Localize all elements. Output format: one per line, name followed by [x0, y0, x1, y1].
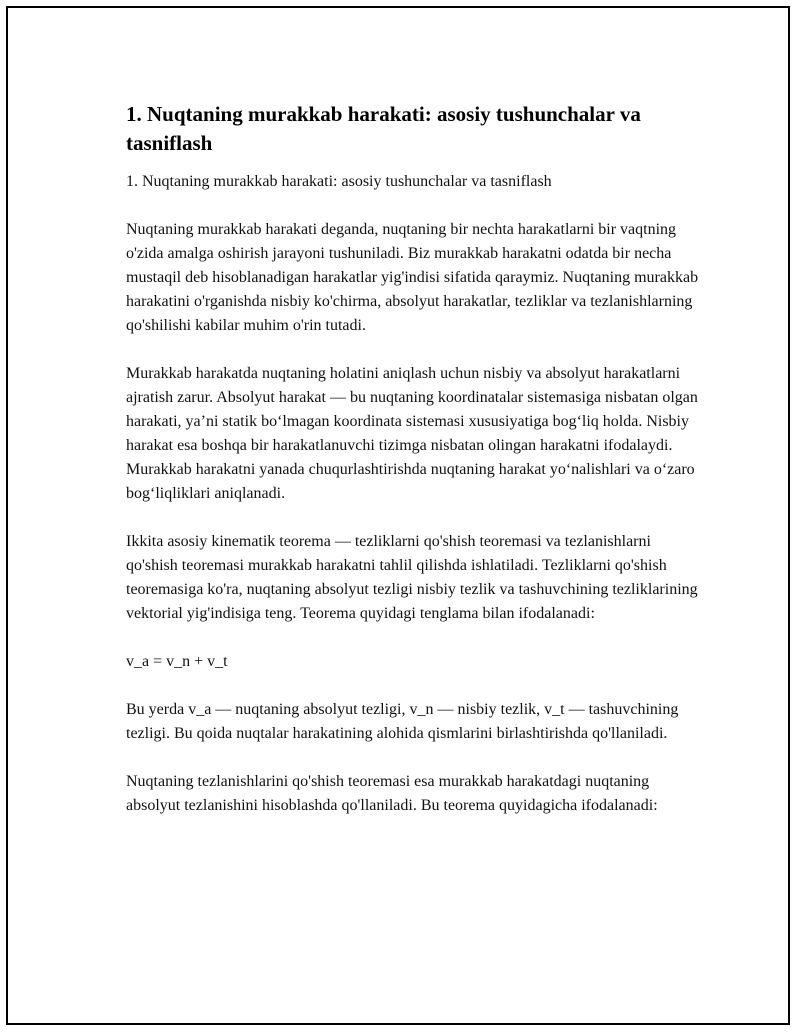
paragraph-equation-explanation: Bu yerda v_a — nuqtaning absolyut tezligi, v_n — nisbiy tezlik, v_t — tashuvchining tezligi. Bu qoida nuqtalar harakatining alohida qismlarini birlashtirishda qo'llaniladi.	[126, 701, 679, 742]
paragraph-intro: Nuqtaning murakkab harakati deganda, nuqtaning bir nechta harakatlarni bir vaqtning o'zida amalga oshirish jarayoni tushuniladi. Biz murakkab harakatni odatda bir necha mustaqil deb hisoblanadigan harakatlar yig'indisi sifatida qaraymiz. Nuqtaning murakkab harakatini o'rganishda nisbiy ko'chirma, absolyut harakatlar, tezliklar va tezlanishlarning qo'shilishi kabilar muhim o'rin tutadi.	[126, 221, 699, 334]
paragraph-theorems: Ikkita asosiy kinematik teorema — tezliklarni qo'shish teoremasi va tezlanishlarni qo'shish teoremasi murakkab harakatni tahlil qilishda ishlatiladi. Tezliklarni qo'shish teoremasiga ko'ra, nuqtaning absolyut tezligi nisbiy tezlik va tashuvchining tezliklarining vektorial yig'indisiga teng. Teorema quyidagi tenglama bilan ifodalanadi:	[126, 533, 698, 622]
paragraph-relative-absolute: Murakkab harakatda nuqtaning holatini aniqlash uchun nisbiy va absolyut harakatlarni ajratish zarur. Absolyut harakat — bu nuqtaning koordinatalar sistemasiga nisbatan olgan harakati, ya’ni statik bo‘lmagan koordinata sistemasi xususiyatiga bog‘liq holda. Nisbiy harakat esa boshqa bir harakatlanuvchi tizimga nisbatan olingan harakatni ifodalaydi. Murakkab harakatni yanada chuqurlashtirishda nuqtaning harakat yo‘nalishlari va o‘zaro bog‘liqliklari aniqlanadi.	[126, 365, 698, 502]
paragraph-acceleration-theorem: Nuqtaning tezlanishlarini qo'shish teoremasi esa murakkab harakatdagi nuqtaning absolyut tezlanishini hisoblashda qo'llaniladi. Bu teorema quyidagicha ifodalanadi:	[126, 773, 658, 814]
document-body	[126, 100, 706, 842]
page-frame	[6, 6, 790, 1025]
section-heading: 1. Nuqtaning murakkab harakati: asosiy tushunchalar va tasniflash	[126, 102, 641, 155]
velocity-equation: v_a = v_n + v_t	[126, 653, 228, 670]
section-subheading: 1. Nuqtaning murakkab harakati: asosiy tushunchalar va tasniflash	[126, 173, 552, 190]
